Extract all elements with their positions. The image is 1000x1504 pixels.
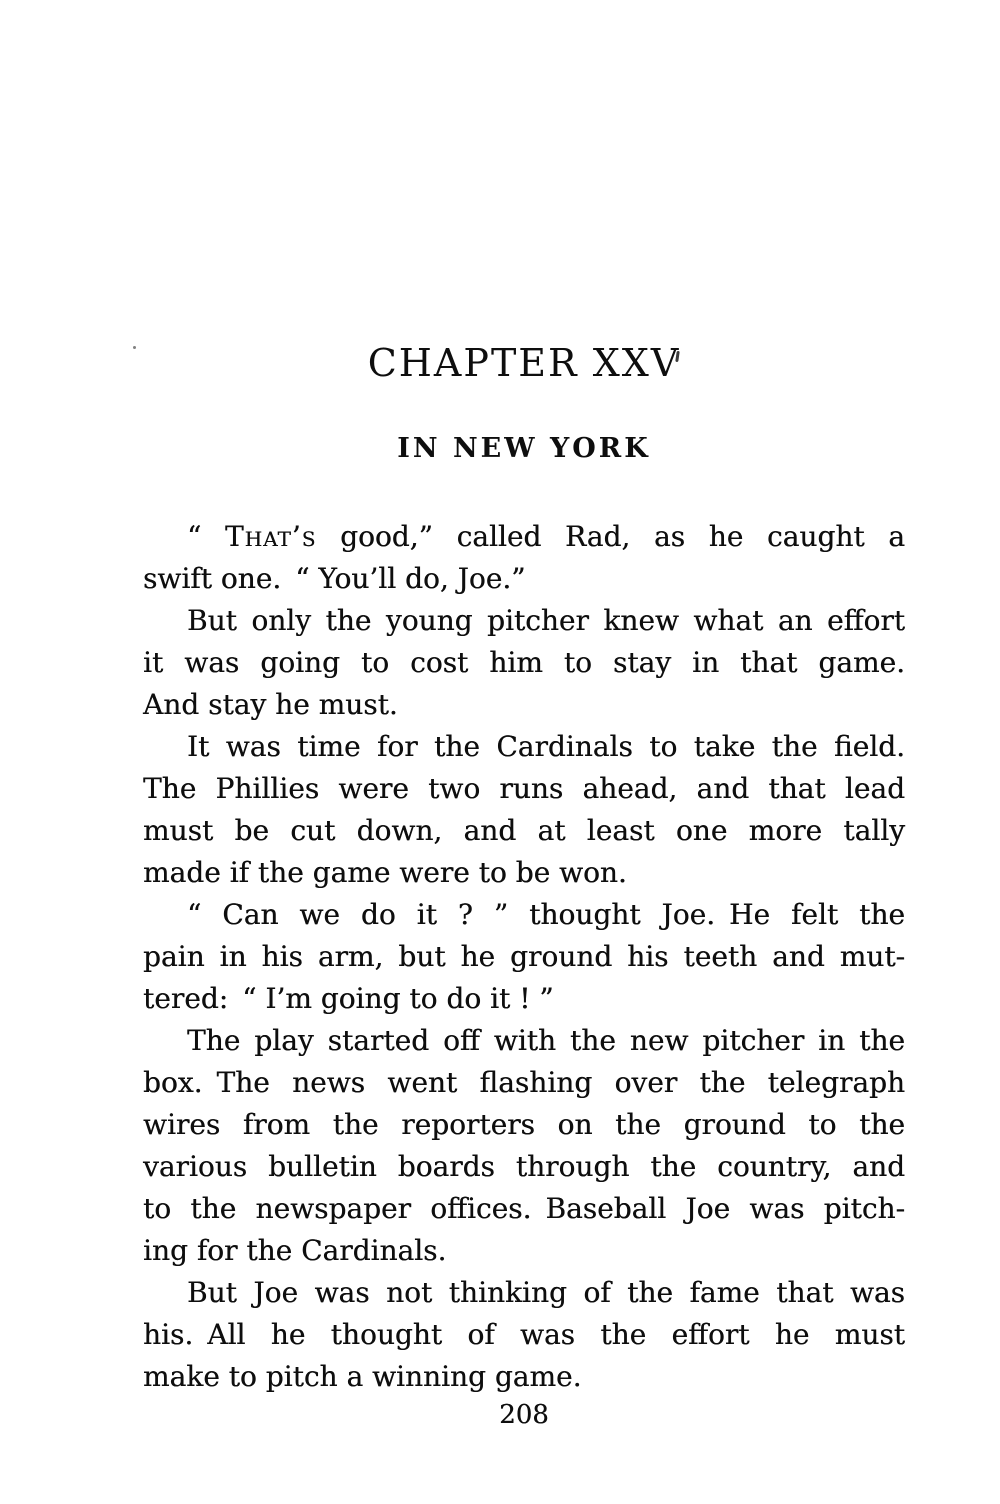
chapter-heading: CHAPTER XXV	[367, 341, 681, 385]
text-line: But Joe was not thinking of the fame that was	[187, 1276, 905, 1309]
paragraph	[143, 726, 905, 894]
text-line: to the newspaper offices. Baseball Joe was pitch-	[143, 1192, 905, 1225]
text-line	[143, 516, 905, 558]
text-line: it was going to cost him to stay in that game.	[143, 646, 905, 679]
text-line: must be cut down, and at least one more tally	[143, 814, 905, 847]
text-line: tered: “ I’m going to do it ! ”	[143, 982, 554, 1015]
paragraph	[143, 1020, 905, 1272]
text-line: swift one. “ You’ll do, Joe.”	[143, 562, 526, 595]
page-number: 208	[499, 1400, 549, 1430]
text-line: “ Can we do it ? ” thought Joe. He felt the	[187, 898, 905, 931]
open-quote: “	[187, 520, 225, 553]
print-artifact	[133, 346, 136, 349]
text-line: his. All he thought of was the effort he must	[143, 1318, 905, 1351]
text-line: pain in his arm, but he ground his teeth and mut-	[143, 940, 905, 973]
paragraph	[143, 1272, 905, 1398]
section-heading: IN NEW YORK	[397, 433, 651, 464]
text-block	[143, 340, 905, 1430]
text-line: make to pitch a winning game.	[143, 1360, 582, 1393]
text-line: box. The news went flashing over the telegraph	[143, 1066, 905, 1099]
text-line: various bulletin boards through the country, and	[143, 1150, 905, 1183]
paragraph	[143, 516, 905, 600]
text-line: ing for the Cardinals.	[143, 1234, 447, 1267]
text-line: And stay he must.	[143, 688, 398, 721]
paragraph	[143, 894, 905, 1020]
text-line: The Phillies were two runs ahead, and that lead	[143, 772, 905, 805]
smallcaps-word: That’s	[225, 520, 317, 553]
paragraph	[143, 600, 905, 726]
text-line: made if the game were to be won.	[143, 856, 627, 889]
text-span: good,” called Rad, as he caught a	[316, 520, 905, 553]
text-line: But only the young pitcher knew what an effort	[187, 604, 905, 637]
text-line: The play started off with the new pitcher in the	[187, 1024, 905, 1057]
text-line: It was time for the Cardinals to take the field.	[187, 730, 905, 763]
text-line: wires from the reporters on the ground to the	[143, 1108, 905, 1141]
